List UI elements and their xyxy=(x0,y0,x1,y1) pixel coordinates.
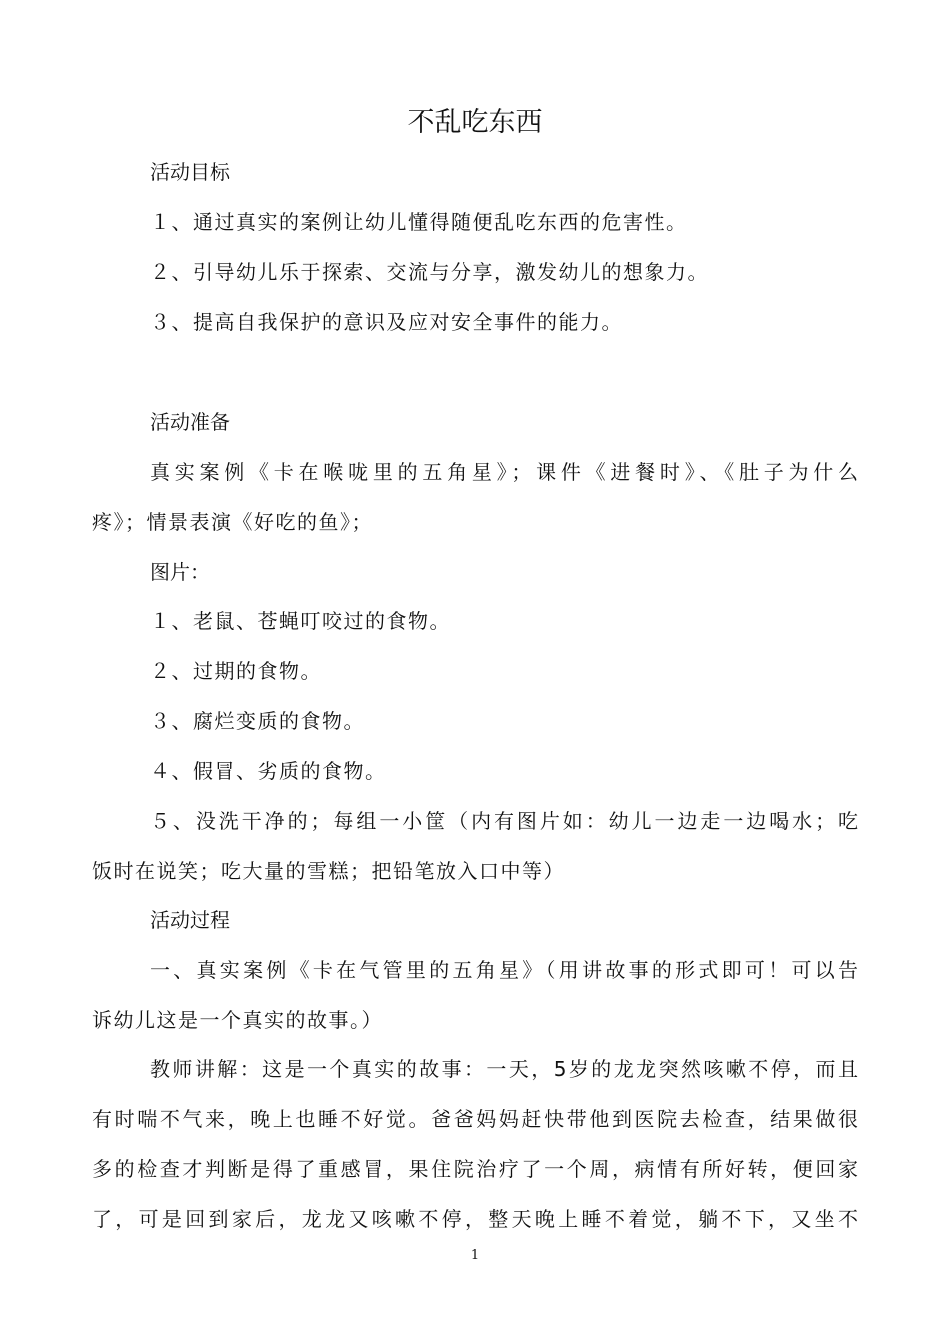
process-step-1-line-2: 诉幼儿这是一个真实的故事。） xyxy=(92,1008,383,1032)
story-line-4: 了，可是回到家后，龙龙又咳嗽不停，整天晚上睡不着觉，躺不下，又坐不 xyxy=(92,1207,858,1231)
goal-item-1: １、通过真实的案例让幼儿懂得随便乱吃东西的危害性。 xyxy=(150,210,688,234)
picture-item-5-line-1: ５、没洗干净的；每组一小筐（内有图片如：幼儿一边走一边喝水；吃 xyxy=(150,809,858,833)
story-line-3: 多的检查才判断是得了重感冒，果住院治疗了一个周，病情有所好转，便回家 xyxy=(92,1157,858,1181)
goal-item-2: ２、引导幼儿乐于探索、交流与分享，激发幼儿的想象力。 xyxy=(150,260,709,284)
page-number: 1 xyxy=(470,1248,480,1263)
goal-item-3: ３、提高自我保护的意识及应对安全事件的能力。 xyxy=(150,310,623,334)
pictures-label: 图片： xyxy=(150,560,210,584)
picture-item-2: ２、过期的食物。 xyxy=(150,659,322,683)
document-title: 不乱吃东西 xyxy=(407,107,543,138)
preparation-text-line-1: 真实案例《卡在喉咙里的五角星》；课件《进餐时》、《肚子为什么 xyxy=(150,460,858,484)
section-heading-goals: 活动目标 xyxy=(150,160,230,184)
story-line-1: 教师讲解：这是一个真实的故事：一天，5岁的龙龙突然咳嗽不停，而且 xyxy=(150,1057,858,1081)
process-step-1-line-1: 一、真实案例《卡在气管里的五角星》（用讲故事的形式即可！可以告 xyxy=(150,958,858,982)
picture-item-5-line-2: 饭时在说笑；吃大量的雪糕；把铅笔放入口中等） xyxy=(92,859,565,883)
picture-item-4: ４、假冒、劣质的食物。 xyxy=(150,759,387,783)
picture-item-3: ３、腐烂变质的食物。 xyxy=(150,709,365,733)
section-heading-process: 活动过程 xyxy=(150,908,230,932)
section-heading-preparation: 活动准备 xyxy=(150,410,230,434)
story-line-2: 有时喘不气来，晚上也睡不好觉。爸爸妈妈赶快带他到医院去检查，结果做很 xyxy=(92,1107,858,1131)
preparation-text-line-2: 疼》；情景表演《好吃的鱼》； xyxy=(92,510,373,534)
picture-item-1: １、老鼠、苍蝇叮咬过的食物。 xyxy=(150,609,451,633)
